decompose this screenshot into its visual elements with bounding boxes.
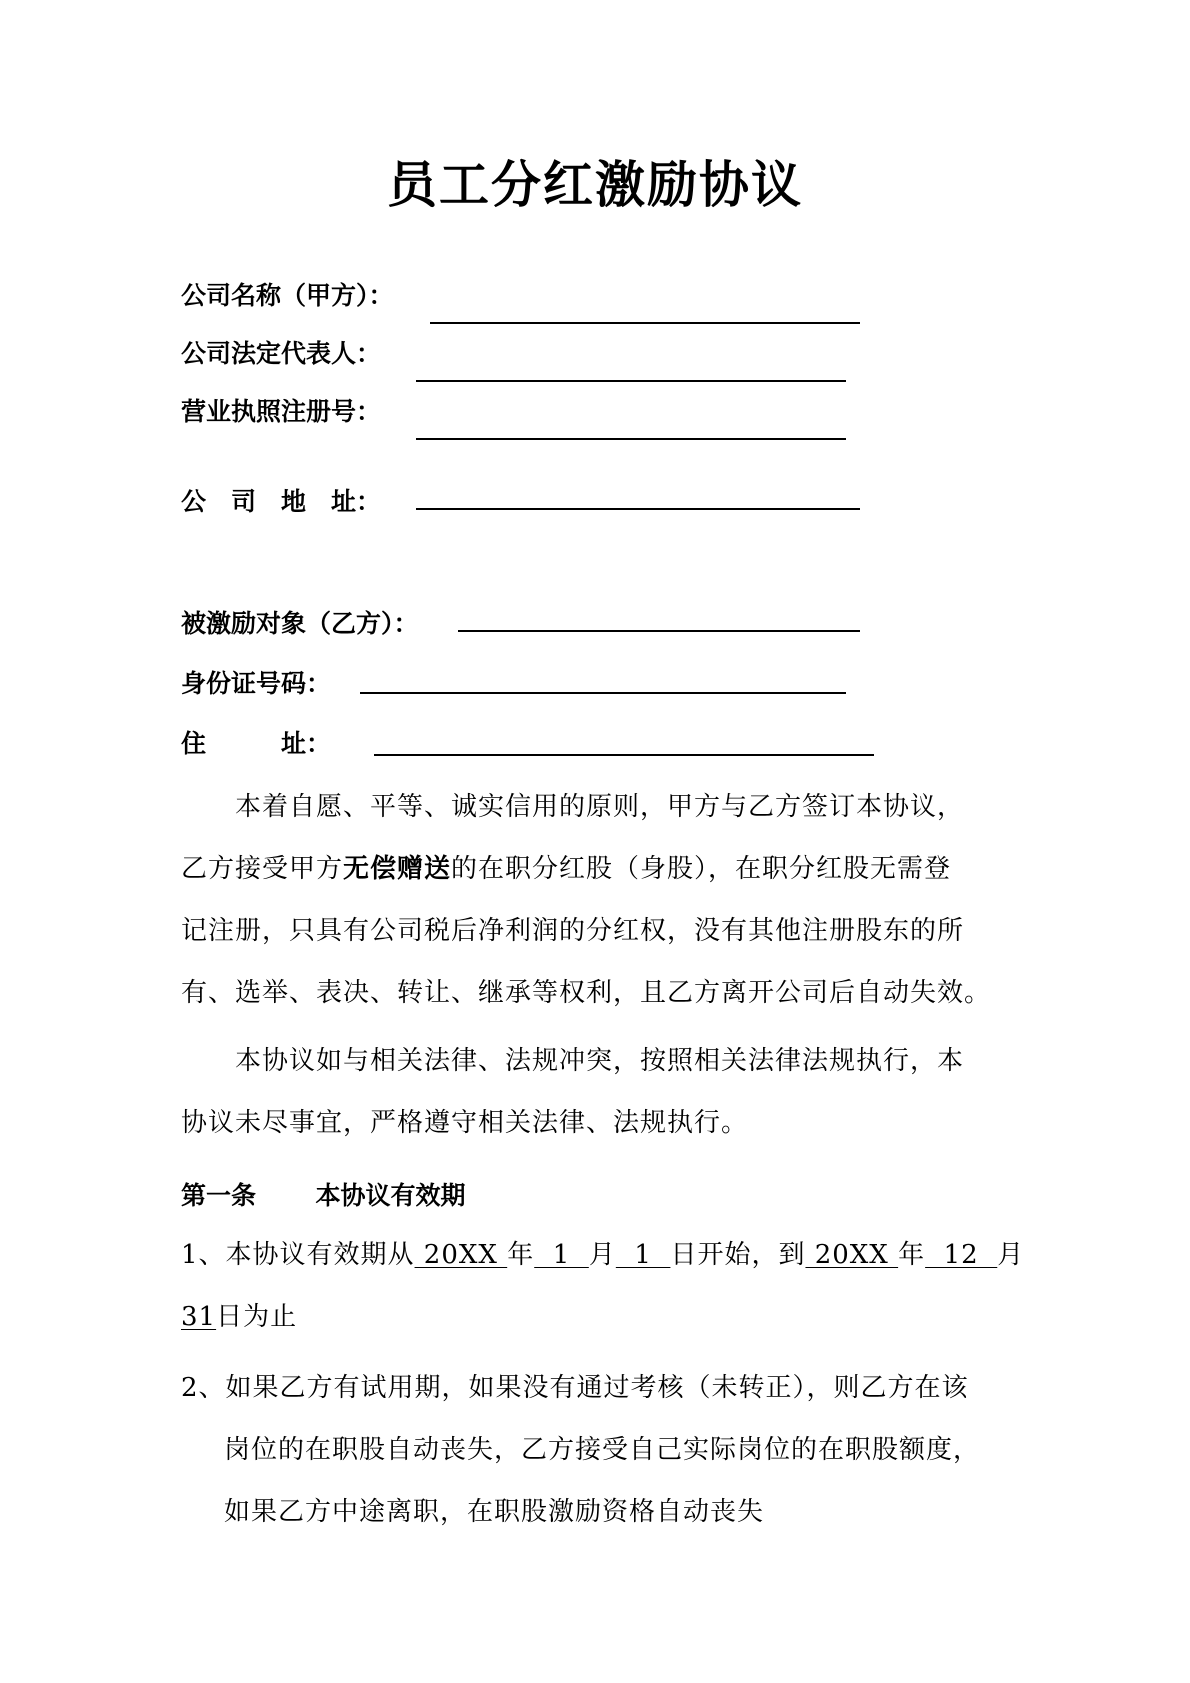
license-label: 营业执照注册号：: [181, 397, 382, 426]
end-day: 31: [181, 1302, 217, 1332]
year-char-2: 年: [898, 1240, 926, 1270]
document-title: 员工分红激励协议: [387, 156, 803, 214]
license-blank[interactable]: [416, 438, 846, 440]
party-b-address-blank[interactable]: [374, 754, 874, 756]
intro-line-4: 有、选举、表决、转让、继承等权利，且乙方离开公司后自动失效。: [181, 978, 992, 1008]
party-b-name-blank[interactable]: [458, 630, 860, 632]
clause-1-line-1: [181, 1235, 1024, 1275]
intro-bold-phrase: 无偿赠送: [343, 854, 452, 884]
legal-rep-blank[interactable]: [416, 380, 846, 382]
intro-line-3: 记注册，只具有公司税后净利润的分红权，没有其他注册股东的所: [181, 916, 965, 946]
id-number-label: 身份证号码：: [181, 669, 332, 698]
clause-2-line-1: 2、如果乙方有试用期，如果没有通过考核（未转正），则乙方在该: [181, 1373, 969, 1403]
end-year: 20XX: [805, 1240, 899, 1270]
law-line-2: 协议未尽事宜，严格遵守相关法律、法规执行。: [181, 1108, 749, 1138]
id-number-blank[interactable]: [360, 692, 846, 694]
month-char-2: 月: [997, 1240, 1025, 1270]
article-1-heading: [181, 1176, 465, 1216]
legal-rep-label: 公司法定代表人：: [181, 339, 382, 368]
clause-1-line-2: [181, 1297, 297, 1337]
company-name-label: 公司名称（甲方）：: [181, 281, 394, 310]
clause-1-suffix: 日为止: [216, 1302, 298, 1332]
start-day: 1: [615, 1240, 671, 1270]
intro-line-2-before: 乙方接受甲方: [181, 854, 344, 884]
month-char-1: 月: [588, 1240, 616, 1270]
day-start-text: 日开始，到: [670, 1240, 806, 1270]
law-line-1: 本协议如与相关法律、法规冲突，按照相关法律法规执行，本: [235, 1046, 965, 1076]
clause-2-line-2: 岗位的在职股自动丧失，乙方接受自己实际岗位的在职股额度，: [224, 1435, 981, 1465]
company-address-blank[interactable]: [416, 508, 860, 510]
intro-line-1: 本着自愿、平等、诚实信用的原则，甲方与乙方签订本协议，: [235, 792, 965, 822]
article-1-title: 本协议有效期: [315, 1181, 466, 1210]
start-year: 20XX: [414, 1240, 508, 1270]
company-address-label: 公 司 地 址：: [181, 487, 382, 516]
party-b-name-label: 被激励对象（乙方）：: [181, 609, 419, 638]
clause-1-prefix: 1、本协议有效期从: [181, 1240, 415, 1270]
year-char-1: 年: [507, 1240, 535, 1270]
intro-line-2: [181, 838, 951, 900]
party-b-address-label: 住 址：: [181, 729, 332, 758]
start-month: 1: [534, 1240, 589, 1270]
end-month: 12: [925, 1240, 998, 1270]
intro-line-2-after: 的在职分红股（身股），在职分红股无需登: [451, 854, 952, 884]
article-1-number: 第一条: [181, 1181, 257, 1210]
clause-2-line-3: 如果乙方中途离职，在职股激励资格自动丧失: [224, 1497, 765, 1527]
company-name-blank[interactable]: [430, 322, 860, 324]
